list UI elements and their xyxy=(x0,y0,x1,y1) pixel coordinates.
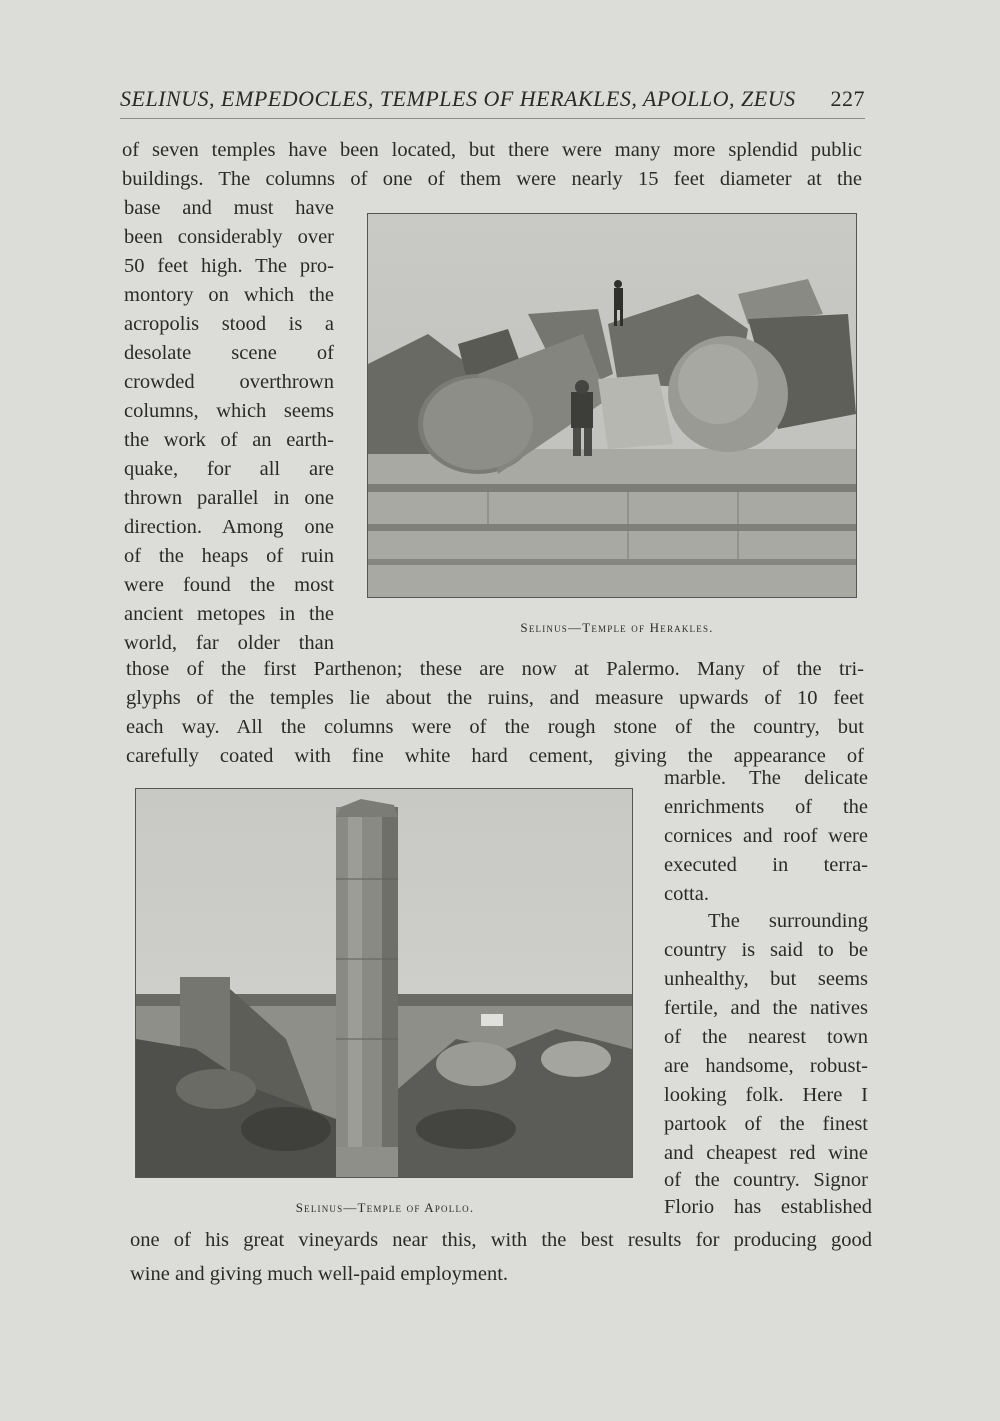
text-line: those of the first Parthenon; these are now at Palermo. Many of the tri- xyxy=(126,658,864,680)
text-line: of seven temples have been located, but there were many more splendid public xyxy=(122,139,862,161)
figure-caption: Selinus—Temple of Apollo. xyxy=(295,1200,475,1215)
text-line: thrown parallel in one xyxy=(124,487,334,509)
text-line: of the country. Signor xyxy=(664,1169,868,1191)
text-line: of the heaps of ruin xyxy=(124,545,334,567)
text-line: fertile, and the natives xyxy=(664,997,868,1019)
text-line: buildings. The columns of one of them were nearly 15 feet diameter at the xyxy=(122,168,862,190)
text-line: crowded overthrown xyxy=(124,371,334,393)
text-line: wine and giving much well-paid employment. xyxy=(130,1263,509,1285)
text-line: marble. The delicate xyxy=(664,767,868,789)
text-line: cotta. xyxy=(664,883,709,905)
running-title: SELINUS, EMPEDOCLES, TEMPLES OF HERAKLES, APOLLO, ZEUS xyxy=(120,86,796,111)
text-line: quake, for all are xyxy=(124,458,334,480)
photo-temple-of-apollo xyxy=(135,788,633,1178)
text-line: direction. Among one xyxy=(124,516,334,538)
text-line: glyphs of the temples lie about the ruins, and measure upwards of 10 feet xyxy=(126,687,864,709)
running-header xyxy=(120,86,865,119)
text-line: cornices and roof were xyxy=(664,825,868,847)
page-number: 227 xyxy=(830,86,865,111)
text-line: world, far older than xyxy=(124,632,334,654)
text-line: each way. All the columns were of the rough stone of the country, but xyxy=(126,716,864,738)
text-line: and cheapest red wine xyxy=(664,1142,868,1164)
text-line: base and must have xyxy=(124,197,334,219)
text-line: desolate scene of xyxy=(124,342,334,364)
text-line: of the nearest town xyxy=(664,1026,868,1048)
text-line: ancient metopes in the xyxy=(124,603,334,625)
text-line: executed in terra- xyxy=(664,854,868,876)
text-line: one of his great vineyards near this, with the best results for producing good xyxy=(130,1229,872,1251)
text-line: The surrounding xyxy=(708,910,868,932)
text-line: 50 feet high. The pro- xyxy=(124,255,334,277)
text-line: enrichments of the xyxy=(664,796,868,818)
text-line: the work of an earth- xyxy=(124,429,334,451)
text-line: been considerably over xyxy=(124,226,334,248)
text-line: carefully coated with fine white hard cement, giving the appearance of xyxy=(126,745,864,767)
text-line: unhealthy, but seems xyxy=(664,968,868,990)
figure-caption: Selinus—Temple of Herakles. xyxy=(520,620,714,635)
text-line: columns, which seems xyxy=(124,400,334,422)
text-line: are handsome, robust- xyxy=(664,1055,868,1077)
text-line: Florio has established xyxy=(664,1196,872,1218)
photo-temple-of-herakles xyxy=(367,213,857,598)
text-line: were found the most xyxy=(124,574,334,596)
text-line: looking folk. Here I xyxy=(664,1084,868,1106)
text-line: montory on which the xyxy=(124,284,334,306)
text-line: acropolis stood is a xyxy=(124,313,334,335)
text-line: country is said to be xyxy=(664,939,868,961)
text-line: partook of the finest xyxy=(664,1113,868,1135)
